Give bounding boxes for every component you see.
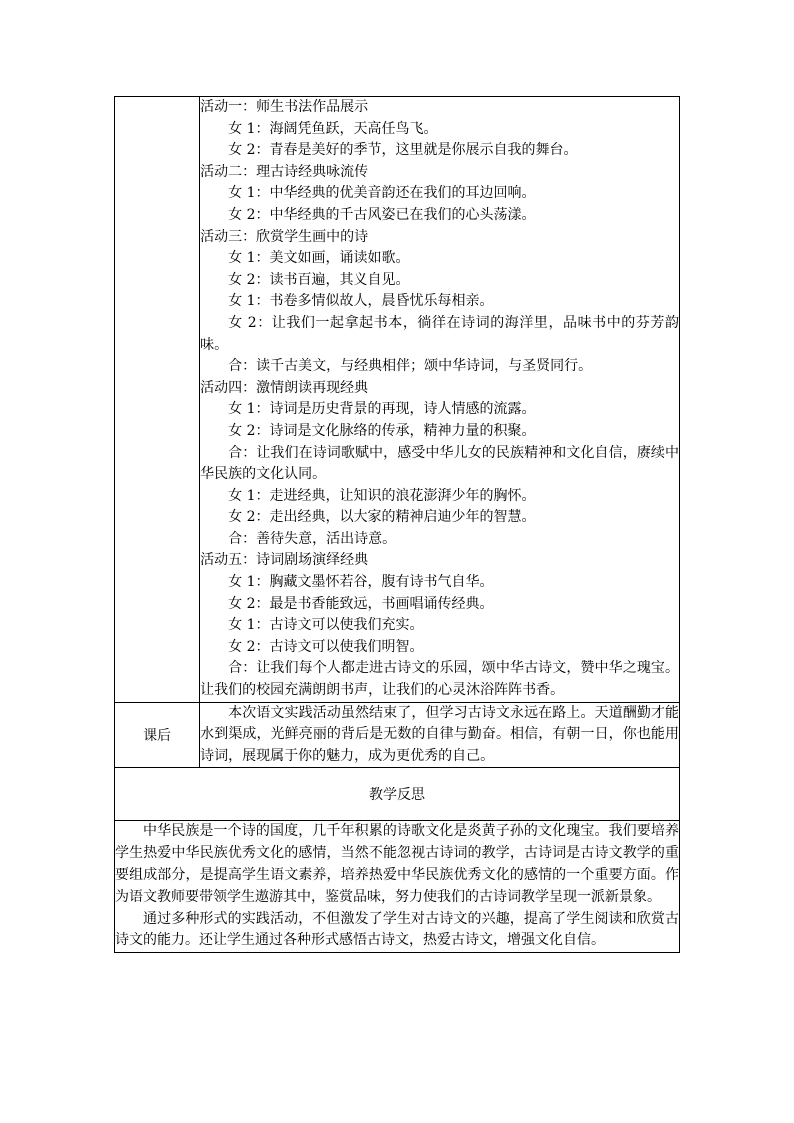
activity-title: 活动二：理古诗经典咏流传 xyxy=(200,163,369,180)
dialogue-line: 女 2：最是书香能致远，书画唱诵传经典。 xyxy=(228,595,494,612)
dialogue-line: 女 1：古诗文可以使我们充实。 xyxy=(228,617,424,634)
after-class-row xyxy=(115,702,680,768)
dialogue-line: 女 2：读书百遍，其义自见。 xyxy=(228,271,410,288)
dialogue-line: 女 2：青春是美好的季节，这里就是你展示自我的舞台。 xyxy=(228,142,578,159)
dialogue-line: 女 2：走出经典，以大家的精神启迪少年的智慧。 xyxy=(228,509,536,526)
activity-title: 活动一：师生书法作品展示 xyxy=(200,99,369,115)
activities-side-cell xyxy=(115,97,200,703)
reflection-paragraph: 通过多种形式的实践活动，不但激发了学生对古诗文的兴趣，提高了学生阅读和欣赏古诗文的能力。还让学生通过各种形式感悟古诗文，热爱古诗文，增强文化自信。 xyxy=(115,910,679,949)
dialogue-line: 合：让我们每个人都走进古诗文的乐园，颂中华古诗文，赞中华之瑰宝。让我们的校园充满朗朗书声，让我们的心灵沐浴阵阵书香。 xyxy=(200,660,679,699)
dialogue-line: 女 1：美文如画，诵读如歌。 xyxy=(228,250,410,267)
after-class-cell xyxy=(200,702,680,768)
dialogue-line: 合：让我们在诗词歌赋中，感受中华儿女的民族精神和文化自信，赓续中华民族的文化认同。 xyxy=(200,444,679,483)
reflection-paragraph: 中华民族是一个诗的国度，几千年积累的诗歌文化是炎黄子孙的文化瑰宝。我们要培养学生热爱中华民族优秀文化的感情，当然不能忽视古诗词的教学，古诗词是古诗文教学的重要组成部分，是提高学生语文素养，培养热爱中华民族优秀文化的感情的一个重要方面。作为语文教师要带领学生遨游其中，鉴赏品味，努力使我们的古诗词教学呈现一派新景象。 xyxy=(115,823,679,905)
reflection-heading: 教学反思 xyxy=(115,768,680,821)
dialogue-line: 女 1：中华经典的优美音韵还在我们的耳边回响。 xyxy=(228,185,536,202)
dialogue-line: 女 1：书卷多情似故人，晨昏忧乐每相亲。 xyxy=(228,293,494,310)
dialogue-line: 女 2：古诗文可以使我们明智。 xyxy=(228,638,424,655)
after-class-label: 课后 xyxy=(115,702,200,768)
dialogue-line: 女 2：让我们一起拿起书本，徜徉在诗词的海洋里，品味书中的芬芳韵味。 xyxy=(200,314,679,353)
dialogue-line: 女 1：海阔凭鱼跃，天高任鸟飞。 xyxy=(228,120,438,137)
activity-title: 活动五：诗词剧场演绎经典 xyxy=(200,552,369,569)
dialogue-line: 女 2：中华经典的千古风姿已在我们的心头荡漾。 xyxy=(228,206,536,223)
lesson-plan-table xyxy=(114,96,680,953)
dialogue-line: 合：读千古美文，与经典相伴；颂中华诗词，与圣贤同行。 xyxy=(228,358,593,375)
dialogue-line: 女 1：胸藏文墨怀若谷，腹有诗书气自华。 xyxy=(228,574,494,591)
activity-title: 活动四：激情朗读再现经典 xyxy=(200,379,369,396)
dialogue-line: 合：善待失意，活出诗意。 xyxy=(228,530,397,547)
dialogue-line: 女 1：走进经典，让知识的浪花澎湃少年的胸怀。 xyxy=(228,487,536,504)
dialogue-line: 女 2：诗词是文化脉络的传承，精神力量的积聚。 xyxy=(228,422,536,439)
dialogue-line: 女 1：诗词是历史背景的再现，诗人情感的流露。 xyxy=(228,401,536,418)
reflection-cell xyxy=(115,821,680,953)
activities-row xyxy=(115,97,680,703)
reflection-heading-row xyxy=(115,768,680,821)
activities-cell xyxy=(200,97,680,703)
reflection-row xyxy=(115,821,680,953)
after-class-text: 本次语文实践活动虽然结束了，但学习古诗文永远在路上。天道酬勤才能水到渠成，光鲜亮丽的背后是无数的自律与勤奋。相信，有朝一日，你也能用诗词，展现属于你的魅力，成为更优秀的自己。 xyxy=(200,704,679,764)
activity-title: 活动三：欣赏学生画中的诗 xyxy=(200,228,369,245)
